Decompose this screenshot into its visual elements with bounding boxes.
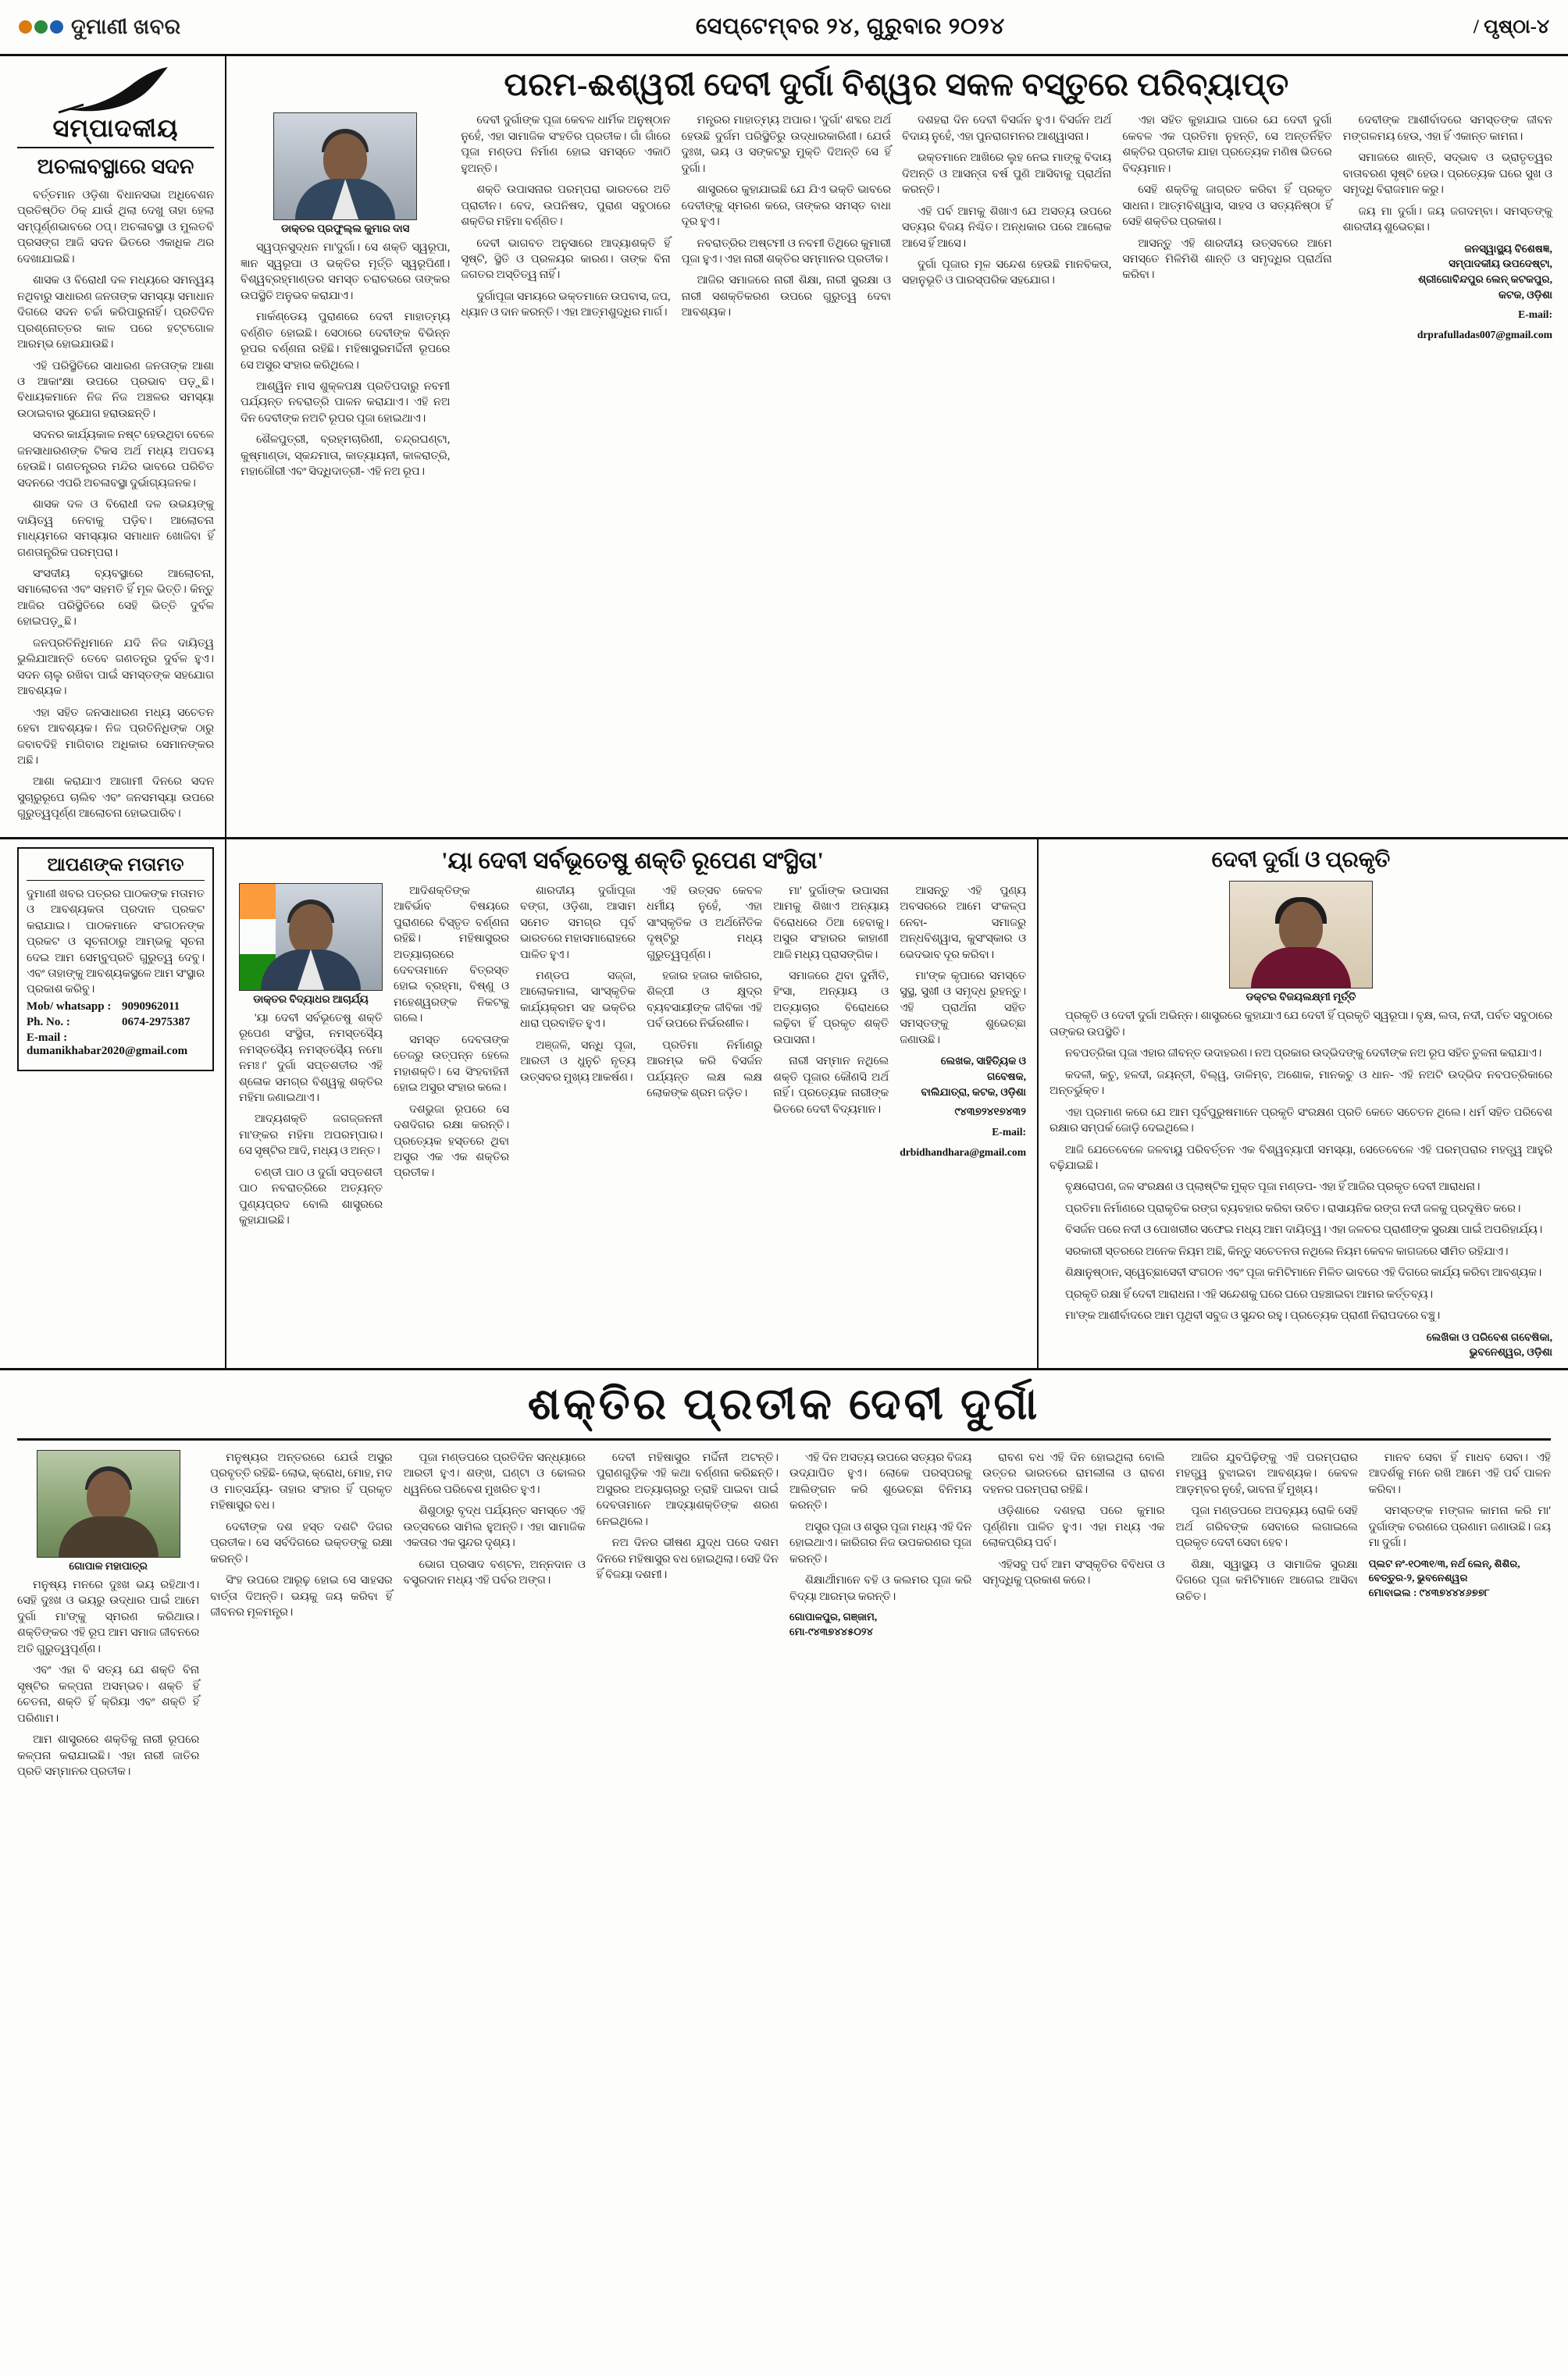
paragraph: ମନ୍ତ୍ରର ମାହାତ୍ମ୍ୟ ଅପାର। 'ଦୁର୍ଗା' ଶବ୍ଦର ଅର୍ଥ ହେଉଛି ଦୁର୍ଗମ ପରିସ୍ଥିତିରୁ ଉଦ୍ଧାରକାରିଣୀ। ଯେଉଁ ଦୁଃଖ, ଭୟ ଓ ସଙ୍କଟରୁ ମୁକ୍ତି ଦିଅନ୍ତି ସେ ହିଁ ଦୁର୍ଗା। [681,114,891,175]
contact-label: Ph. No. : [27,1015,70,1028]
paragraph: ମଣ୍ଡପ ସଜ୍ଜା, ଆଲୋକମାଳା, ସାଂସ୍କୃତିକ କାର୍ଯ୍ୟକ୍ରମ ସହ ଭକ୍ତିର ଧାରା ପ୍ରବାହିତ ହୁଏ। [520,970,636,1031]
mid-section [0,839,1568,1370]
masthead-date: ସେପ୍ଟେମ୍ବର ୨୪, ଗୁରୁବାର ୨୦୨୪ [695,14,1006,39]
opinion-title: ଆପଣଙ୍କ ମତାମତ [27,855,205,881]
paragraph: ପ୍ରକୃତି ଓ ଦେବୀ ଦୁର୍ଗା ଅଭିନ୍ନ। ଶାସ୍ତ୍ରରେ କୁହାଯାଏ ଯେ ଦେବୀ ହିଁ ପ୍ରକୃତି ସ୍ୱରୂପା। ବୃକ୍ଷ, ଲତା, ନଦୀ, ପର୍ବତ ସବୁଠାରେ ତାଙ୍କର ଉପସ୍ଥିତି। [1049,1010,1552,1038]
bottom-author-photo-caption: ଗୋପାଳ ମହାପାତ୍ର [69,1560,148,1573]
masthead [0,0,1568,56]
mid-author-photo-caption: ଡାକ୍ତର ବିଦ୍ୟାଧର ଆଚାର୍ଯ୍ୟ [253,992,369,1005]
paragraph: ଦେବୀଙ୍କ ଆଶୀର୍ବାଦରେ ସମସ୍ତଙ୍କ ଜୀବନ ମଙ୍ଗଳମୟ ହେଉ, ଏହା ହିଁ ଏକାନ୍ତ କାମନା। [1342,114,1552,143]
contact-value[interactable]: 0674-2975387 [122,1015,191,1028]
paragraph: ଶିକ୍ଷାର୍ଥୀମାନେ ବହି ଓ କଲମର ପୂଜା କରି ବିଦ୍ୟା ଆରମ୍ଭ କରନ୍ତି। [789,1574,972,1603]
right-author-photo [1229,881,1373,989]
lead-col-6 [1343,112,1552,485]
paragraph: ନାରୀ ସମ୍ମାନ ନଥିଲେ ଶକ୍ତି ପୂଜାର କୌଣସି ଅର୍ଥ ନାହିଁ। ପ୍ରତ୍ୟେକ ନାରୀଙ୍କ ଭିତରେ ଦେବୀ ବିଦ୍ୟମାନ। [773,1055,889,1116]
paragraph: ଆଦ୍ୟଶକ୍ତି ଜଗଜ୍ଜନନୀ ମା'ଙ୍କର ମହିମା ଅପରମ୍ପାର। ସେ ସୃଷ୍ଟିର ଆଦି, ମଧ୍ୟ ଓ ଅନ୍ତ। [239,1113,383,1158]
right-story [1039,839,1568,1368]
paragraph: ଦେବୀଙ୍କ ଦଶ ହସ୍ତ ଦଶଟି ଦିଗର ପ୍ରତୀକ। ସେ ସର୍ବଦିଗରେ ଭକ୍ତଙ୍କୁ ରକ୍ଷା କରନ୍ତି। [210,1520,393,1566]
lead-col-4 [902,112,1111,485]
paragraph: ଏହିସବୁ ପର୍ବ ଆମ ସଂସ୍କୃତିର ବିବିଧତା ଓ ସମୃଦ୍ଧିକୁ ପ୍ରକାଶ କରେ। [982,1558,1165,1587]
lead-col-2-text [461,112,670,320]
signature-line: ମୋ-୯୪୩୭୪୪୫୦୨୪ [789,1625,874,1637]
lead-col-6-text [1343,112,1552,235]
bottom-col-3 [404,1450,586,1785]
paragraph: ଆଦିଶକ୍ତିଙ୍କ ଆବିର୍ଭାବ ବିଷୟରେ ପୁରାଣରେ ବିସ୍ତୃତ ବର୍ଣ୍ଣନା ରହିଛି। ମହିଷାସୁରର ଅତ୍ୟାଚାରରେ ଦେବତାମାନେ ବିତ୍ରସ୍ତ ହୋଇ ବ୍ରହ୍ମା, ବିଷ୍ଣୁ ଓ ମହେଶ୍ୱରଙ୍କ ନିକଟକୁ ଗଲେ। [394,884,510,1025]
paragraph: ସ୍ୱପ୍ନସୁଦ୍ଧନ ମା'ଦୁର୍ଗା। ସେ ଶକ୍ତି ସ୍ୱରୂପା, ଜ୍ଞାନ ସ୍ୱରୂପା ଓ ଭକ୍ତିର ମୂର୍ତ୍ତି ସ୍ୱରୂପିଣୀ। ବିଶ୍ୱବ୍ରହ୍ମାଣ୍ଡର ସମସ୍ତ ଚରାଚରରେ ତାଙ୍କର ଉପସ୍ଥିତି ଅନୁଭବ କରାଯାଏ। [241,241,451,302]
paragraph: ଏହା ସହିତ କୁହାଯାଇ ପାରେ ଯେ ଦେବୀ ଦୁର୍ଗା କେବଳ ଏକ ପ୍ରତିମା ନୁହନ୍ତି, ସେ ଅନ୍ତର୍ନିହିତ ଶକ୍ତିର ପ୍ରତୀକ ଯାହା ପ୍ରତ୍ୟେକ ମଣିଷ ଭିତରେ ବିଦ୍ୟମାନ। [1122,114,1332,175]
paragraph: ଆସନ୍ତୁ ଏହି ଶାରଦୀୟ ଉତ୍ସବରେ ଆମେ ସମସ୍ତେ ମିଳିମିଶି ଶାନ୍ତି ଓ ସମୃଦ୍ଧିର ପ୍ରାର୍ଥନା କରିବା। [1122,237,1332,282]
author-photo-block [241,112,450,235]
paragraph: ଆଶା କରାଯାଏ ଆଗାମୀ ଦିନରେ ସଦନ ସୁଚାରୁରୂପେ ଚାଲିବ ଏବଂ ଜନସମସ୍ୟା ଉପରେ ଗୁରୁତ୍ୱପୂର୍ଣ୍ଣ ଆଲୋଚନା ହୋଇପାରିବ। [17,775,214,821]
paragraph: ଦୁର୍ଗାପୂଜା ସମୟରେ ଭକ୍ତମାନେ ଉପବାସ, ଜପ, ଧ୍ୟାନ ଓ ଦାନ କରନ୍ତି। ଏହା ଆତ୍ମଶୁଦ୍ଧିର ମାର୍ଗ। [461,290,671,319]
paragraph: ସେହି ଶକ୍ତିକୁ ଜାଗ୍ରତ କରିବା ହିଁ ପ୍ରକୃତ ସାଧନା। ଆତ୍ମବିଶ୍ୱାସ, ସାହସ ଓ ସତ୍ୟନିଷ୍ଠା ହିଁ ସେହି ଶକ୍ତିର ପ୍ରକାଶ। [1122,183,1332,229]
paragraph: ପୂଜା ମଣ୍ଡପରେ ପ୍ରତିଦିନ ସନ୍ଧ୍ୟାରେ ଆରତୀ ହୁଏ। ଶଙ୍ଖ, ଘଣ୍ଟା ଓ ଢୋଲର ଧ୍ୱନିରେ ପରିବେଶ ମୁଖରିତ ହୁଏ। [403,1452,586,1496]
paragraph: ଏହା ପ୍ରମାଣ କରେ ଯେ ଆମ ପୂର୍ବପୁରୁଷମାନେ ପ୍ରକୃତି ସଂରକ୍ଷଣ ପ୍ରତି କେତେ ସଚେତନ ଥିଲେ। ଧର୍ମ ସହିତ ପରିବେଶ ରକ୍ଷାର ସମ୍ପର୍କ ଜୋଡ଼ି ଦେଇଥିଲେ। [1049,1106,1552,1135]
paragraph: ଏବଂ ଏହା ବି ସତ୍ୟ ଯେ ଶକ୍ତି ବିନା ସୃଷ୍ଟିର କଳ୍ପନା ଅସମ୍ଭବ। ଶକ୍ତି ହିଁ ଚେତନା, ଶକ୍ତି ହିଁ କ୍ରିୟା ଏବଂ ଶକ୍ତି ହିଁ ପରିଣାମ। [17,1664,200,1725]
paragraph: ମାନବ ସେବା ହିଁ ମାଧବ ସେବା। ଏହି ଆଦର୍ଶକୁ ମନେ ରଖି ଆମେ ଏହି ପର୍ବ ପାଳନ କରିବା। [1368,1452,1551,1496]
mid-col-4 [647,883,762,1234]
paragraph: 'ୟା ଦେବୀ ସର୍ବଭୂତେଷୁ ଶକ୍ତି ରୂପେଣ ସଂସ୍ଥିତା, ନମସ୍ତସ୍ୟୈ ନମସ୍ତସ୍ୟୈ ନମସ୍ତସ୍ୟୈ ନମୋ ନମଃ।' ଦୁର୍ଗା ସପ୍ତଶତୀର ଏହି ଶ୍ଳୋକ ସମଗ୍ର ବିଶ୍ୱକୁ ଶକ୍ତିର ମହିମା ଜଣାଇଥାଏ। [239,1011,383,1105]
paragraph: ଆଶ୍ୱିନ ମାସ ଶୁକ୍ଳପକ୍ଷ ପ୍ରତିପଦାରୁ ନବମୀ ପର୍ଯ୍ୟନ୍ତ ନବରାତ୍ରି ପାଳନ କରାଯାଏ। ଏହି ନଅ ଦିନ ଦେବୀଙ୍କ ନଅଟି ରୂପର ପୂଜା ହୋଇଥାଏ। [241,380,451,425]
paragraph: ଏହି ପରିସ୍ଥିତିରେ ସାଧାରଣ ଜନତାଙ୍କ ଆଶା ଓ ଆକାଂକ୍ଷା ଉପରେ ପ୍ରଭାବ ପଡ଼ୁଛି। ବିଧାୟକମାନେ ନିଜ ନିଜ ଅଞ୍ଚଳର ସମସ୍ୟା ଉଠାଇବାର ସୁଯୋଗ ହରାଉଛନ୍ତି। [17,359,214,420]
contact-row [27,1000,205,1013]
bottom-col-8 [1369,1450,1551,1785]
paragraph: ଶାସକ ଓ ବିରୋଧୀ ଦଳ ମଧ୍ୟରେ ସମନ୍ୱୟ ନଥିବାରୁ ସାଧାରଣ ଜନତାଙ୍କ ସମସ୍ୟା ସମାଧାନ ଦିଗରେ ସଦନ ଚର୍ଚ୍ଚା କରିପାରୁନାହିଁ। ପ୍ରତିଦିନ ପ୍ରଶ୍ନୋତ୍ତର କାଳ ପରେ ହଟ୍ଟଗୋଳ ଆରମ୍ଭ ହୋଇଯାଉଛି। [17,274,214,351]
lead-col-4-text [902,112,1111,289]
signature-line: ଶ୍ରୀଗୋବିନ୍ଦପୁର ଲେନ୍ କଟକପୁର, [1418,273,1552,285]
signature-line: ବାଲିଯାତ୍ରା, କଟକ, ଓଡ଼ିଶା [921,1085,1027,1098]
bottom-headline: ଶକ୍ତିର ପ୍ରତୀକ ଦେବୀ ଦୁର୍ଗା [17,1380,1551,1441]
paragraph: ଦଶଭୁଜା ରୂପରେ ସେ ଦଶଦିଗର ରକ୍ଷା କରନ୍ତି। ପ୍ରତ୍ୟେକ ହସ୍ତରେ ଥିବା ଅସ୍ତ୍ର ଏକ ଏକ ଶକ୍ତିର ପ୍ରତୀକ। [394,1103,510,1180]
paragraph: ଜୟ ମା ଦୁର୍ଗା। ଜୟ ଜଗଦମ୍ବା। ସମସ୍ତଙ୍କୁ ଶାରଦୀୟ ଶୁଭେଚ୍ଛା। [1342,205,1552,234]
bottom-col-6-text [982,1450,1164,1589]
lead-col-3 [682,112,891,485]
mid-col-1 [239,883,383,1234]
paragraph: ଦଶହରା ଦିନ ଦେବୀ ବିସର୍ଜନ ହୁଏ। ବିସର୍ଜନ ଅର୍ଥ ବିଦାୟ ନୁହେଁ, ଏହା ପୁନରାଗମନର ଆଶ୍ୱାସନା। [901,114,1112,143]
opinion-box [17,847,214,1071]
contact-label: E-mail : [27,1031,68,1044]
bottom-col-1 [17,1450,199,1785]
mid-phone: ୯୪୩୭୨୪୧୭୪୩୨ [954,1106,1027,1118]
paragraph: ଶାରଦୀୟ ଦୁର୍ଗାପୂଜା ବଙ୍ଗ, ଓଡ଼ିଶା, ଆସାମ ସମେତ ସମଗ୍ର ପୂର୍ବ ଭାରତରେ ମହାସମାରୋହରେ ପାଳିତ ହୁଏ। [520,884,636,961]
mid-author-photo-block [239,883,383,1006]
paragraph: ନବପତ୍ରିକା ପୂଜା ଏହାର ଜୀବନ୍ତ ଉଦାହରଣ। ନଅ ପ୍ରକାର ଉଦ୍ଭିଦଙ୍କୁ ଦେବୀଙ୍କ ନଅ ରୂପ ସହିତ ତୁଳନା କରାଯାଏ। [1065,1047,1542,1060]
paragraph: ସରକାରୀ ସ୍ତରରେ ଅନେକ ନିୟମ ଅଛି, କିନ୍ତୁ ସଚେତନତା ନଥିଲେ ନିୟମ କେବଳ କାଗଜରେ ସୀମିତ ରହିଯାଏ। [1065,1245,1509,1258]
bottom-col-2 [210,1450,392,1785]
author-photo [273,112,417,220]
paragraph: ସମସ୍ତ ଦେବତାଙ୍କ ତେଜରୁ ଉତ୍ପନ୍ନ ହେଲେ ମହାଶକ୍ତି। ସେ ସିଂହବାହିନୀ ହୋଇ ଅସୁର ସଂହାର କଲେ। [394,1033,510,1095]
paragraph: ପ୍ରକୃତି ରକ୍ଷା ହିଁ ଦେବୀ ଆରାଧନା। ଏହି ସନ୍ଦେଶକୁ ଘରେ ଘରେ ପହଞ୍ଚାଇବା ଆମର କର୍ତ୍ତବ୍ୟ। [1065,1288,1434,1301]
bottom-col-3-text [404,1450,586,1589]
lead-headline: ପରମ-ଈଶ୍ୱରୀ ଦେବୀ ଦୁର୍ଗା ବିଶ୍ୱର ସକଳ ବସ୍ତୁରେ ପରିବ୍ୟାପ୍ତ [504,66,1289,102]
mid-col-2-text [394,883,509,1181]
paragraph: ମା'ଙ୍କ କୃପାରେ ସମସ୍ତେ ସୁସ୍ଥ, ସୁଖୀ ଓ ସମୃଦ୍ଧ ରୁହନ୍ତୁ। ଏହି ପ୍ରାର୍ଥନା ସହିତ ସମସ୍ତଙ୍କୁ ଶୁଭେଚ୍ଛା ଜଣାଉଛି। [900,970,1027,1046]
editorial-column [0,56,226,837]
paragraph: ରାବଣ ବଧ ଏହି ଦିନ ହୋଇଥିଲା ବୋଲି ଉତ୍ତର ଭାରତରେ ରାମଲୀଳା ଓ ରାବଣ ଦହନର ପରମ୍ପରା ରହିଛି। [982,1452,1165,1496]
paragraph: ଶାସ୍ତ୍ରରେ କୁହାଯାଇଛି ଯେ ଯିଏ ଭକ୍ତି ଭାବରେ ଦେବୀଙ୍କୁ ସ୍ମରଣ କରେ, ତାଙ୍କର ସମସ୍ତ ବାଧା ଦୂର ହୁଏ। [681,183,891,229]
bottom-signature-right [1369,1557,1551,1600]
signature-line: ଲେଖକ, ସାହିତ୍ୟିକ ଓ ଗବେଷକ, [940,1055,1027,1082]
paragraph: ସମାଜରେ ଥିବା ଦୁର୍ନୀତି, ହିଂସା, ଅନ୍ୟାୟ ଓ ଅତ୍ୟାଚାର ବିରୋଧରେ ଲଢ଼ିବା ହିଁ ପ୍ରକୃତ ଶକ୍ତି ଉପାସନା। [773,970,889,1046]
mid-col-5 [773,883,889,1234]
paragraph: ମନୁଷ୍ୟ ମନରେ ଦୁଃଖ ଭୟ ରହିଥାଏ। ସେହି ଦୁଃଖ ଓ ଭୟରୁ ଉଦ୍ଧାର ପାଇଁ ଆମେ ଦୁର୍ଗା ମା'ଙ୍କୁ ସ୍ମରଣ କରିଥାଉ। ଶକ୍ତିଙ୍କର ଏହି ରୂପ ଆମ ସମାଜ ଜୀବନରେ ଅତି ଗୁରୁତ୍ୱପୂର୍ଣ୍ଣ। [17,1579,200,1655]
masthead-page-number: / ପୃଷ୍ଠା-୪ [1473,16,1549,37]
bottom-section [0,1380,1568,1796]
paragraph: ଆଜି ଯେତେବେଳେ ଜଳବାୟୁ ପରିବର୍ତ୍ତନ ଏକ ବିଶ୍ୱବ୍ୟାପୀ ସମସ୍ୟା, ସେତେବେଳେ ଏହି ପରମ୍ପରାର ମହତ୍ତ୍ୱ ଆହୁରି ବଢ଼ିଯାଇଛି। [1049,1143,1552,1172]
mid-author-photo [239,883,383,991]
paragraph: ମନୁଷ୍ୟର ଅନ୍ତରରେ ଯେଉଁ ଅସୁର ପ୍ରବୃତ୍ତି ରହିଛି- ଲୋଭ, କ୍ରୋଧ, ମୋହ, ମଦ ଓ ମାତ୍ସର୍ଯ୍ୟ- ତାହାର ସଂହାର ହିଁ ପ୍ରକୃତ ମହିଷାସୁର ବଧ। [210,1452,393,1512]
bottom-col-1-text [17,1577,199,1779]
bottom-col-6 [982,1450,1164,1785]
contact-value[interactable]: dumanikhabar2020@gmail.com [27,1044,188,1057]
mid-col-5-text [773,883,889,1117]
paragraph: ହଜାର ହଜାର କାରିଗର, ଶିଳ୍ପୀ ଓ କ୍ଷୁଦ୍ର ବ୍ୟବସାୟୀଙ୍କ ଜୀବିକା ଏହି ପର୍ବ ଉପରେ ନିର୍ଭରଶୀଳ। [647,970,763,1031]
signature-line: ଲେଖିକା ଓ ପରିବେଶ ଗବେଷିକା, [1426,1330,1552,1343]
paragraph: ଭୋଗ ପ୍ରସାଦ ବଣ୍ଟନ, ଅନ୍ନଦାନ ଓ ବସ୍ତ୍ରଦାନ ମଧ୍ୟ ଏହି ପର୍ବର ଅଙ୍ଗ। [403,1558,586,1587]
paragraph: ଆମ ଶାସ୍ତ୍ରରେ ଶକ୍ତିକୁ ନାରୀ ରୂପରେ କଳ୍ପନା କରାଯାଇଛି। ଏହା ନାରୀ ଜାତିର ପ୍ରତି ସମ୍ମାନର ପ୍ରତୀକ। [17,1733,200,1778]
bottom-col-7 [1176,1450,1358,1785]
bottom-col-5-text [789,1450,971,1605]
quill-pen-icon [17,64,214,114]
paragraph: ବିସର୍ଜନ ପରେ ନଦୀ ଓ ପୋଖରୀର ସଫେଇ ମଧ୍ୟ ଆମ ଦାୟିତ୍ୱ। ଏହା ଜଳଚର ପ୍ରାଣୀଙ୍କ ସୁରକ୍ଷା ପାଇଁ ଅପରିହାର୍ଯ୍ୟ। [1065,1224,1543,1237]
lead-col-1 [241,112,450,485]
paragraph: ଶିକ୍ଷାନୁଷ୍ଠାନ, ସ୍ୱେଚ୍ଛାସେବୀ ସଂଗଠନ ଏବଂ ପୂଜା କମିଟିମାନେ ମିଳିତ ଭାବରେ ଏହି ଦିଗରେ କାର୍ଯ୍ୟ କରିବା ଆବଶ୍ୟକ। [1065,1266,1542,1280]
paragraph: ଅଞ୍ଜଳି, ସନ୍ଧି ପୂଜା, ଆରତୀ ଓ ଧୁନୁଚି ନୃତ୍ୟ ଉତ୍ସବର ମୁଖ୍ୟ ଆକର୍ଷଣ। [520,1038,636,1084]
mid-story-columns [239,883,1026,1234]
paragraph: ଏହି ଉତ୍ସବ କେବଳ ଧର୍ମୀୟ ନୁହେଁ, ଏହା ସାଂସ୍କୃତିକ ଓ ଅର୍ଥନୈତିକ ଦୃଷ୍ଟିରୁ ମଧ୍ୟ ଗୁରୁତ୍ୱପୂର୍ଣ୍ଣ। [647,884,763,961]
paper-name: ଦୁମାଣୀ ଖବର [71,14,181,38]
mid-col-3-text [520,883,636,1085]
lead-story-columns [241,112,1552,485]
mid-col-4-text [647,883,762,1102]
paragraph: ଭକ୍ତମାନେ ଆଖିରେ ଲୁହ ନେଇ ମାଙ୍କୁ ବିଦାୟ ଦିଅନ୍ତି ଓ ଆସନ୍ତା ବର୍ଷ ପୁଣି ଆସିବାକୁ ପ୍ରାର୍ଥନା କରନ୍ତି। [901,151,1112,197]
mid-col-6-text [900,883,1026,1049]
paragraph: କଦଳୀ, କଚୁ, ହଳଦୀ, ଜୟନ୍ତୀ, ବିଲ୍ୱ, ଡାଳିମ୍ବ, ଅଶୋକ, ମାନକଚୁ ଓ ଧାନ- ଏହି ନଅଟି ଉଦ୍ଭିଦ ନବପତ୍ରିକାରେ ଅନ୍ତର୍ଭୁକ୍ତ। [1049,1068,1552,1098]
signature-line: ସମ୍ପାଦକୀୟ ଉପଦେଷ୍ଟା, [1449,258,1552,270]
paragraph: ସଂସଦୀୟ ବ୍ୟବସ୍ଥାରେ ଆଲୋଚନା, ସମାଲୋଚନା ଏବଂ ସହମତି ହିଁ ମୂଳ ଭିତ୍ତି। କିନ୍ତୁ ଆଜିର ପରିସ୍ଥିତିରେ ସେହି ଭିତ୍ତି ଦୁର୍ବଳ ହୋଇପଡ଼ୁଛି। [17,567,214,629]
editorial-header [17,64,214,148]
mid-story [226,839,1039,1368]
signature-line: କଟକ, ଓଡ଼ିଶା [1499,288,1552,301]
paragraph: ଜନପ୍ରତିନିଧିମାନେ ଯଦି ନିଜ ଦାୟିତ୍ୱ ଭୁଲିଯାଆନ୍ତି ତେବେ ଗଣତନ୍ତ୍ର ଦୁର୍ବଳ ହୁଏ। ସଦନ ଚାଲୁ ରଖିବା ପାଇଁ ସମସ୍ତଙ୍କ ସହଯୋଗ ଆବଶ୍ୟକ। [17,636,214,698]
author-photo-caption: ଡାକ୍ତର ପ୍ରଫୁଲ୍ଲ କୁମାର ଦାସ [280,223,410,235]
paragraph: ଶିକ୍ଷା, ସ୍ୱାସ୍ଥ୍ୟ ଓ ସାମାଜିକ ସୁରକ୍ଷା ଦିଗରେ ପୂଜା କମିଟିମାନେ ଆଗେଇ ଆସିବା ଉଚିତ। [1175,1558,1358,1603]
paragraph: ଅସ୍ତ୍ର ପୂଜା ଓ ଶସ୍ତ୍ର ପୂଜା ମଧ୍ୟ ଏହି ଦିନ ହୋଇଥାଏ। କାରିଗର ନିଜ ଉପକରଣର ପୂଜା କରନ୍ତି। [789,1520,972,1566]
right-signature [1049,1330,1552,1360]
bottom-signature-left [789,1610,971,1639]
paragraph: ଶକ୍ତି ଉପାସନାର ପରମ୍ପରା ଭାରତରେ ଅତି ପ୍ରାଚୀନ। ବେଦ, ଉପନିଷଦ, ପୁରାଣ ସବୁଠାରେ ଶକ୍ତିର ମହିମା ବର୍ଣ୍ଣିତ। [461,183,671,229]
mid-email-label: E-mail: [992,1126,1027,1138]
paragraph: ଓଡ଼ିଶାରେ ଦଶହରା ପରେ କୁମାର ପୂର୍ଣ୍ଣିମା ପାଳିତ ହୁଏ। ଏହା ମଧ୍ୟ ଏକ ଲୋକପ୍ରିୟ ପର୍ବ। [982,1505,1165,1550]
paragraph: ଆସନ୍ତୁ ଏହି ପୁଣ୍ୟ ଅବସରରେ ଆମେ ସଂକଳ୍ପ ନେବା- ସମାଜରୁ ଅନ୍ଧବିଶ୍ୱାସ, କୁସଂସ୍କାର ଓ ଭେଦଭାବ ଦୂର କରିବା। [900,884,1027,961]
contact-row [27,1016,205,1029]
signature-line: ମୋବାଇଲ : ୯୪୩୭୪୪୪୬୭୭୮ [1368,1586,1490,1598]
paragraph: ଶିଶୁଠାରୁ ବୃଦ୍ଧ ପର୍ଯ୍ୟନ୍ତ ସମସ୍ତେ ଏହି ଉତ୍ସବରେ ସାମିଲ ହୁଅନ୍ତି। ଏହା ସାମାଜିକ ଏକତାର ଏକ ସୁନ୍ଦର ଦୃଶ୍ୟ। [403,1505,586,1550]
lead-col-2 [461,112,670,485]
logo-dots-icon [19,20,63,34]
right-author-photo-caption: ଡକ୍ଟର ବିଜୟଲକ୍ଷ୍ମୀ ମୂର୍ତ୍ତି [1245,991,1356,1003]
signature-line: ଜନସ୍ୱାସ୍ଥ୍ୟ ବିଶେଷଜ୍ଞ, [1464,242,1552,255]
bottom-col-5 [789,1450,971,1785]
paragraph: ଚଣ୍ଡୀ ପାଠ ଓ ଦୁର୍ଗା ସପ୍ତଶତୀ ପାଠ ନବରାତ୍ରିରେ ଅତ୍ୟନ୍ତ ପୁଣ୍ୟପ୍ରଦ ବୋଲି ଶାସ୍ତ୍ରରେ କୁହାଯାଇଛି। [239,1166,383,1227]
mid-headline: 'ୟା ଦେବୀ ସର୍ବଭୂତେଷୁ ଶକ୍ତି ରୂପେଣ ସଂସ୍ଥିତା' [441,847,824,874]
paragraph: ବର୍ତ୍ତମାନ ଓଡ଼ିଶା ବିଧାନସଭା ଅଧିବେଶନ ପ୍ରତିଷ୍ଠିତ ଠିକ୍ ଯାଉଁ ଥିଲା ଦେଖୁ ତାହା ହେଲା ସମ୍ପୂର୍ଣ୍ଣଭାବରେ ଠପ୍। ଅଚଳାବସ୍ଥା ଓ ମୁଲତବି ପ୍ରସଙ୍ଗ ଆଜି ସଦନ ଭିତରେ ଏକାଧିକ ଥର ଦେଖାଯାଇଛି। [17,189,214,265]
paragraph: ଆଜିର ଯୁବପିଢ଼ିଙ୍କୁ ଏହି ପରମ୍ପରାର ମହତ୍ତ୍ୱ ବୁଝାଇବା ଆବଶ୍ୟକ। କେବଳ ଆଡ଼ମ୍ବର ନୁହେଁ, ଭାବନା ହିଁ ମୁଖ୍ୟ। [1175,1452,1358,1496]
contact-value[interactable]: 9090962011 [122,999,180,1013]
paragraph: ଦେବୀ ମହିଷାସୁର ମର୍ଦ୍ଦିନୀ ଅଟନ୍ତି। ପୁରାଣଗୁଡ଼ିକ ଏହି କଥା ବର୍ଣ୍ଣନା କରିଛନ୍ତି। ଅସୁରର ଅତ୍ୟାଚାରରୁ ତ୍ରାହି ପାଇବା ପାଇଁ ଦେବତାମାନେ ଆଦ୍ୟାଶକ୍ତିଙ୍କ ଶରଣ ନେଇଥିଲେ। [596,1452,779,1528]
right-body [1049,1008,1552,1323]
paragraph: ମାର୍କଣ୍ଡେୟ ପୁରାଣରେ ଦେବୀ ମାହାତ୍ମ୍ୟ ବର୍ଣ୍ଣିତ ହୋଇଛି। ସେଠାରେ ଦେବୀଙ୍କ ବିଭିନ୍ନ ରୂପର ବର୍ଣ୍ଣନା ରହିଛି। ମହିଷାସୁରମର୍ଦ୍ଦିନୀ ରୂପରେ ସେ ଅସୁର ସଂହାର କରିଥିଲେ। [241,311,451,372]
paragraph: ସିଂହ ଉପରେ ଆରୂଢ଼ ହୋଇ ସେ ସାହସର ବାର୍ତ୍ତା ଦିଅନ୍ତି। ଭୟକୁ ଜୟ କରିବା ହିଁ ଜୀବନର ମୂଳମନ୍ତ୍ର। [210,1574,393,1619]
paragraph: ଦୁର୍ଗା ପୂଜାର ମୂଳ ସନ୍ଦେଶ ହେଉଛି ମାନବିକତା, ସହାନୁଭୂତି ଓ ପାରସ୍ପରିକ ସହଯୋଗ। [901,258,1112,287]
lead-col-1-text [241,240,450,479]
paragraph: ନଅ ଦିନର ଭୀଷଣ ଯୁଦ୍ଧ ପରେ ଦଶମ ଦିନରେ ମହିଷାସୁର ବଧ ହୋଇଥିଲା। ସେହି ଦିନ ହିଁ ବିଜୟା ଦଶମୀ। [596,1537,779,1582]
signature-line: ଗୋପାଳପୁର, ଗଞ୍ଜାମ, [789,1611,878,1623]
lead-email-label: E-mail: [1518,308,1552,321]
paragraph: ଦେବୀ ଭାଗବତ ଅନୁସାରେ ଆଦ୍ୟାଶକ୍ତି ହିଁ ସୃଷ୍ଟି, ସ୍ଥିତି ଓ ପ୍ରଳୟର କାରଣ। ତାଙ୍କ ବିନା ଜଗତର ଅସ୍ତିତ୍ୱ ନାହିଁ। [461,237,671,282]
right-headline: ଦେବୀ ଦୁର୍ଗା ଓ ପ୍ରକୃତି [1211,847,1391,872]
paragraph: ସଦନର କାର୍ଯ୍ୟକାଳ ନଷ୍ଟ ହେଉଥିବା ବେଳେ ଜନସାଧାରଣଙ୍କ ଟିକସ ଅର୍ଥ ମଧ୍ୟ ଅପଚୟ ହେଉଛି। ଗଣତନ୍ତ୍ରର ମନ୍ଦିର ଭାବରେ ପରିଚିତ ସଦନରେ ଏପରି ଅଚଳାବସ୍ଥା ଦୁର୍ଭାଗ୍ୟଜନକ। [17,429,214,490]
lead-story [226,56,1568,837]
paragraph: ସମାଜରେ ଶାନ୍ତି, ସଦ୍ଭାବ ଓ ଭ୍ରାତୃତ୍ୱର ବାତାବରଣ ସୃଷ୍ଟି ହେଉ। ପ୍ରତ୍ୟେକ ଘରେ ସୁଖ ଓ ସମୃଦ୍ଧି ବିରାଜମାନ କରୁ। [1342,151,1552,197]
right-author-photo-block [1049,881,1552,1003]
paragraph: ବୃକ୍ଷରୋପଣ, ଜଳ ସଂରକ୍ଷଣ ଓ ପ୍ଲାଷ୍ଟିକ ମୁକ୍ତ ପୂଜା ମଣ୍ଡପ- ଏହା ହିଁ ଆଜିର ପ୍ରକୃତ ଦେବୀ ଆରାଧନା। [1065,1181,1481,1194]
mid-col-2 [394,883,509,1234]
paragraph: ଏହି ଦିନ ଅସତ୍ୟ ଉପରେ ସତ୍ୟର ବିଜୟ ଉଦ୍‌ଯାପିତ ହୁଏ। ଲୋକେ ପରସ୍ପରକୁ ଆଲିଙ୍ଗନ କରି ଶୁଭେଚ୍ଛା ବିନିମୟ କରନ୍ତି। [789,1452,972,1512]
editorial-body [17,187,214,822]
paragraph: ସମସ୍ତଙ୍କ ମଙ୍ଗଳ କାମନା କରି ମା' ଦୁର୍ଗାଙ୍କ ଚରଣରେ ପ୍ରଣାମ ଜଣାଉଛି। ଜୟ ମା ଦୁର୍ଗା। [1368,1505,1551,1550]
bottom-col-2-text [210,1450,392,1621]
mid-col-3 [520,883,636,1234]
paragraph: ଏହି ପର୍ବ ଆମକୁ ଶିଖାଏ ଯେ ଅସତ୍ୟ ଉପରେ ସତ୍ୟର ବିଜୟ ନିଶ୍ଚିତ। ଅନ୍ଧକାର ପରେ ଆଲୋକ ଆସେ ହିଁ ଆସେ। [901,205,1112,250]
lead-email: drprafulladas007@gmail.com [1417,329,1552,341]
bottom-col-4-text [597,1450,779,1583]
paragraph: ମା'ଙ୍କ ଆଶୀର୍ବାଦରେ ଆମ ପୃଥିବୀ ସବୁଜ ଓ ସୁନ୍ଦର ରହୁ। ପ୍ରତ୍ୟେକ ପ୍ରାଣୀ ନିରାପଦରେ ବଞ୍ଚୁ। [1065,1309,1441,1323]
paragraph: ଦେବୀ ଦୁର୍ଗାଙ୍କ ପୂଜା କେବଳ ଧାର୍ମିକ ଅନୁଷ୍ଠାନ ନୁହେଁ, ଏହା ସାମାଜିକ ସଂହତିର ପ୍ରତୀକ। ଗାଁ ଗାଁରେ ପୂଜା ମଣ୍ଡପ ନିର୍ମାଣ ହୋଇ ସମସ୍ତେ ଏକାଠି ହୁଅନ୍ତି। [461,114,671,175]
paragraph: ଏହା ସହିତ ଜନସାଧାରଣ ମଧ୍ୟ ସଚେତନ ହେବା ଆବଶ୍ୟକ। ନିଜ ପ୍ରତିନିଧିଙ୍କ ଠାରୁ ଜବାବଦିହି ମାଗିବାର ଅଧିକାର ସେମାନଙ୍କର ଅଛି। [17,706,214,767]
bottom-col-7-text [1176,1450,1358,1605]
editorial-subtitle: ଅଚଳାବସ୍ଥାରେ ସଦନ [37,155,194,178]
contact-row [27,1031,205,1058]
paragraph: ପ୍ରତିମା ନିର୍ମାଣରେ ପ୍ରାକୃତିକ ରଙ୍ଗ ବ୍ୟବହାର କରିବା ଉଚିତ। ରାସାୟନିକ ରଙ୍ଗ ନଦୀ ଜଳକୁ ପ୍ରଦୂଷିତ କରେ। [1065,1202,1521,1215]
signature-line: ପ୍ଲଟ ନଂ-୧୦୩୧/୩, ନର୍ଥ ଲେନ୍, ଶିଶିର, ବେତ୍ତୁର-୨, ଭୁବନେଶ୍ୱର [1368,1557,1520,1584]
mid-signature [900,1053,1026,1099]
mid-col-6 [900,883,1026,1234]
lead-col-3-text [682,112,891,320]
opinion-column [0,839,226,1368]
paragraph: ଆଜିର ସମାଜରେ ନାରୀ ଶିକ୍ଷା, ନାରୀ ସୁରକ୍ଷା ଓ ନାରୀ ସଶକ୍ତିକରଣ ଉପରେ ଗୁରୁତ୍ୱ ଦେବା ଆବଶ୍ୟକ। [681,274,891,319]
paragraph: ଶାସକ ଦଳ ଓ ବିରୋଧୀ ଦଳ ଉଭୟଙ୍କୁ ଦାୟିତ୍ୱ ନେବାକୁ ପଡ଼ିବ। ଆଲୋଚନା ମାଧ୍ୟମରେ ସମସ୍ୟାର ସମାଧାନ ଖୋଜିବା ହିଁ ଗଣତାନ୍ତ୍ରିକ ପରମ୍ପରା। [17,498,214,559]
paragraph: ନବରାତ୍ରିର ଅଷ୍ଟମୀ ଓ ନବମୀ ତିଥିରେ କୁମାରୀ ପୂଜା ହୁଏ। ଏହା ନାରୀ ଶକ୍ତିର ସମ୍ମାନର ପ୍ରତୀକ। [681,237,891,265]
opinion-contacts [27,1000,205,1058]
paragraph: ମା' ଦୁର୍ଗାଙ୍କ ଉପାସନା ଆମକୁ ଶିଖାଏ ଅନ୍ୟାୟ ବିରୋଧରେ ଠିଆ ହେବାକୁ। ଅସୁର ସଂହାରର କାହାଣୀ ଆଜି ମଧ୍ୟ ପ୍ରାସଙ୍ଗିକ। [773,884,889,961]
mid-email: drbidhandhara@gmail.com [900,1145,1027,1158]
top-section [0,56,1568,839]
paragraph: ପୂଜା ମଣ୍ଡପରେ ଅପବ୍ୟୟ ରୋକି ସେହି ଅର୍ଥ ଗରିବଙ୍କ ସେବାରେ ଲଗାଇଲେ ପ୍ରକୃତ ଦେବୀ ସେବା ହେବ। [1175,1505,1358,1550]
bottom-author-photo-block [17,1450,199,1573]
signature-line: ଭୁବନେଶ୍ୱର, ଓଡ଼ିଶା [1469,1346,1552,1359]
editorial-label: ସମ୍ପାଦକୀୟ [17,114,214,148]
bottom-col-4 [597,1450,779,1785]
lead-signature [1343,241,1552,303]
paragraph: ଶୈଳପୁତ୍ରୀ, ବ୍ରହ୍ମଚାରିଣୀ, ଚନ୍ଦ୍ରଘଣ୍ଟା, କୁଷ୍ମାଣ୍ଡା, ସ୍କନ୍ଦମାତା, କାତ୍ୟାୟନୀ, କାଳରାତ୍ରି, ମହାଗୌରୀ ଏବଂ ସିଦ୍ଧିଦାତ୍ରୀ- ଏହି ନଅ ରୂପ। [241,433,451,479]
bottom-author-photo [37,1450,180,1558]
opinion-body: ଦୁମାଣୀ ଖବର ପତ୍ରର ପାଠକଙ୍କ ମତାମତ ଓ ଆବଶ୍ୟକତା ପ୍ରଦାନ ପ୍ରକଟ କରାଯାଇ। ପାଠକମାନେ ସଂଗଠନଙ୍କ ପ୍ରକଟ ଓ ସୂଚନାଠାରୁ ଆମ୍ଭକୁ ସୂଚନା ଦେଇ ଆମ ସେମ୍ବୁପ୍ରତି ଗୁରୁତ୍ୱ ଦେବୁ। ଏବଂ ତାହାଙ୍କୁ ଆବଶ୍ୟକସ୍ଥଳେ ଆମ ସଂସ୍ଥାର ପ୍ରକାଶ କରିବୁ। [27,887,205,996]
bottom-story-columns [17,1450,1551,1785]
mid-col-1-text [239,1010,383,1229]
lead-col-5 [1122,112,1331,485]
contact-label: Mob/ whatsapp : [27,999,112,1013]
lead-col-5-text [1122,112,1331,283]
masthead-brand [19,15,386,40]
paragraph: ପ୍ରତିମା ନିର୍ମାଣରୁ ଆରମ୍ଭ କରି ବିସର୍ଜନ ପର୍ଯ୍ୟନ୍ତ ଲକ୍ଷ ଲକ୍ଷ ଲୋକଙ୍କ ଶ୍ରମ ଜଡ଼ିତ। [647,1038,763,1100]
bottom-col-8-text [1369,1450,1551,1551]
